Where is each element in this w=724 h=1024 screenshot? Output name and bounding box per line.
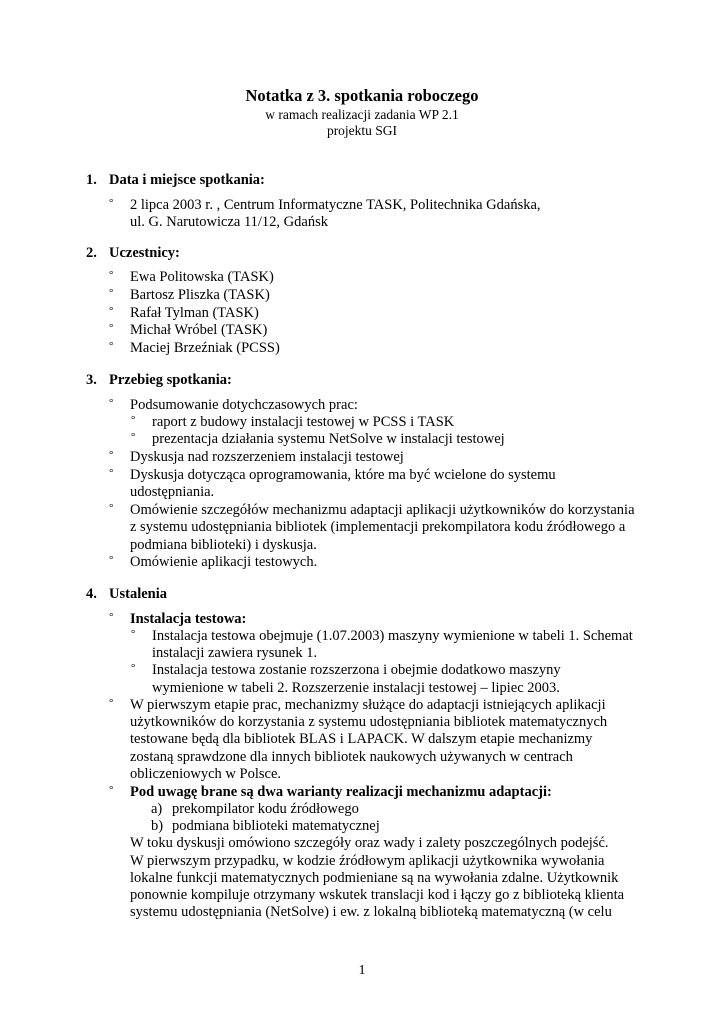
variant-a-label: a) bbox=[151, 801, 163, 817]
bullet-icon: ° bbox=[109, 322, 114, 334]
bullet-icon: ° bbox=[109, 502, 114, 514]
section-3-number: 3. bbox=[86, 372, 97, 388]
bullet-icon: ° bbox=[109, 287, 114, 299]
section-2-heading: Uczestnicy: bbox=[109, 245, 180, 261]
bullet-icon: ° bbox=[109, 697, 114, 709]
bullet-icon: ° bbox=[131, 662, 136, 674]
paragraph-line: W toku dyskusji omówiono szczegóły oraz wady i zalety poszczególnych podejść. bbox=[130, 835, 609, 851]
meeting-date-place-line-2: ul. G. Narutowicza 11/12, Gdańsk bbox=[130, 214, 328, 230]
section-1-number: 1. bbox=[86, 172, 97, 188]
variant-b-label: b) bbox=[151, 818, 164, 834]
meeting-date-place-line-1: 2 lipca 2003 r. , Centrum Informatyczne TASK, Politechnika Gdańska, bbox=[130, 197, 541, 213]
page-number: 1 bbox=[358, 963, 366, 978]
paragraph-line: systemu udostępniania (NetSolve) i ew. z lokalną biblioteką matematyczną (w celu bbox=[130, 904, 612, 920]
document-subtitle-line-1: w ramach realizacji zadania WP 2.1 bbox=[265, 107, 459, 122]
agenda-subitem: raport z budowy instalacji testowej w PCSS i TASK bbox=[152, 414, 455, 430]
section-4-number: 4. bbox=[86, 586, 97, 602]
agenda-subitem: prezentacja działania systemu NetSolve w instalacji testowej bbox=[152, 431, 505, 447]
agenda-item: Dyskusja nad rozszerzeniem instalacji testowej bbox=[130, 449, 404, 465]
section-1-heading: Data i miejsce spotkania: bbox=[109, 172, 265, 188]
bullet-icon: ° bbox=[109, 554, 114, 566]
decision-subitem: Instalacja testowa zostanie rozszerzona i obejmie dodatkowo maszyny bbox=[152, 662, 561, 678]
agenda-item-continuation: z systemu udostępniania bibliotek (implementacji prekompilatora kodu źródłowego a bbox=[130, 519, 626, 535]
agenda-item: Podsumowanie dotychczasowych prac: bbox=[130, 397, 358, 413]
paragraph-line: ponownie kompiluje otrzymany wskutek translacji kod i łączy go z biblioteką klienta bbox=[130, 887, 625, 903]
participant-item: Ewa Politowska (TASK) bbox=[130, 269, 274, 285]
participant-item: Rafał Tylman (TASK) bbox=[130, 305, 259, 321]
decision-subitem: Instalacja testowa obejmuje (1.07.2003) maszyny wymienione w tabeli 1. Schemat bbox=[152, 628, 633, 644]
paragraph-line: W pierwszym przypadku, w kodzie źródłowym aplikacji użytkownika wywołania bbox=[130, 853, 605, 869]
bullet-icon: ° bbox=[109, 340, 114, 352]
decision-item: W pierwszym etapie prac, mechanizmy służące do adaptacji istniejących aplikacji bbox=[130, 697, 606, 713]
bullet-icon: ° bbox=[109, 467, 114, 479]
variant-b-text: podmiana biblioteki matematycznej bbox=[172, 818, 380, 834]
participant-item: Michał Wróbel (TASK) bbox=[130, 322, 268, 338]
decision-subitem-continuation: instalacji zawiera rysunek 1. bbox=[152, 645, 318, 661]
decision-item-continuation: użytkowników do korzystania z systemu udostępniania bibliotek matematycznych bbox=[130, 714, 608, 730]
document-title: Notatka z 3. spotkania roboczego bbox=[245, 86, 479, 105]
agenda-item: Dyskusja dotycząca oprogramowania, które ma być wcielone do systemu bbox=[130, 467, 556, 483]
decision-item-continuation: zostaną sprawdzone dla innych bibliotek naukowych używanych w centrach bbox=[130, 749, 573, 765]
decision-item-continuation: testowane będą dla bibliotek BLAS i LAPACK. W dalszym etapie mechanizmy bbox=[130, 731, 593, 747]
bullet-icon: ° bbox=[109, 305, 114, 317]
agenda-item: Omówienie aplikacji testowych. bbox=[130, 554, 318, 570]
decision-subitem-continuation: wymienione w tabeli 2. Rozszerzenie instalacji testowej – lipiec 2003. bbox=[152, 680, 560, 696]
bullet-icon: ° bbox=[131, 414, 136, 426]
bullet-icon: ° bbox=[109, 269, 114, 281]
decision-item-heading: Instalacja testowa: bbox=[130, 611, 247, 627]
agenda-item-continuation: podmiana biblioteki) i dyskusja. bbox=[130, 537, 317, 553]
participant-item: Maciej Brzeźniak (PCSS) bbox=[130, 340, 280, 356]
section-4-heading: Ustalenia bbox=[109, 586, 167, 602]
paragraph-line: lokalne funkcji matematycznych podmieniane są na wywołania zdalne. Użytkownik bbox=[130, 870, 619, 886]
bullet-icon: ° bbox=[109, 397, 114, 409]
bullet-icon: ° bbox=[131, 628, 136, 640]
decision-item-continuation: obliczeniowych w Polsce. bbox=[130, 766, 282, 782]
bullet-icon: ° bbox=[109, 449, 114, 461]
participant-item: Bartosz Pliszka (TASK) bbox=[130, 287, 270, 303]
section-2-number: 2. bbox=[86, 245, 97, 261]
bullet-icon: ° bbox=[109, 611, 114, 623]
bullet-icon: ° bbox=[109, 197, 114, 209]
bullet-icon: ° bbox=[109, 784, 114, 796]
agenda-item: Omówienie szczegółów mechanizmu adaptacji aplikacji użytkowników do korzystania bbox=[130, 502, 635, 518]
bullet-icon: ° bbox=[131, 431, 136, 443]
decision-item-heading: Pod uwagę brane są dwa warianty realizacji mechanizmu adaptacji: bbox=[130, 784, 552, 800]
variant-a-text: prekompilator kodu źródłowego bbox=[172, 801, 359, 817]
document-subtitle-line-2: projektu SGI bbox=[326, 123, 398, 138]
agenda-item-continuation: udostępniania. bbox=[130, 484, 215, 500]
section-3-heading: Przebieg spotkania: bbox=[109, 372, 232, 388]
